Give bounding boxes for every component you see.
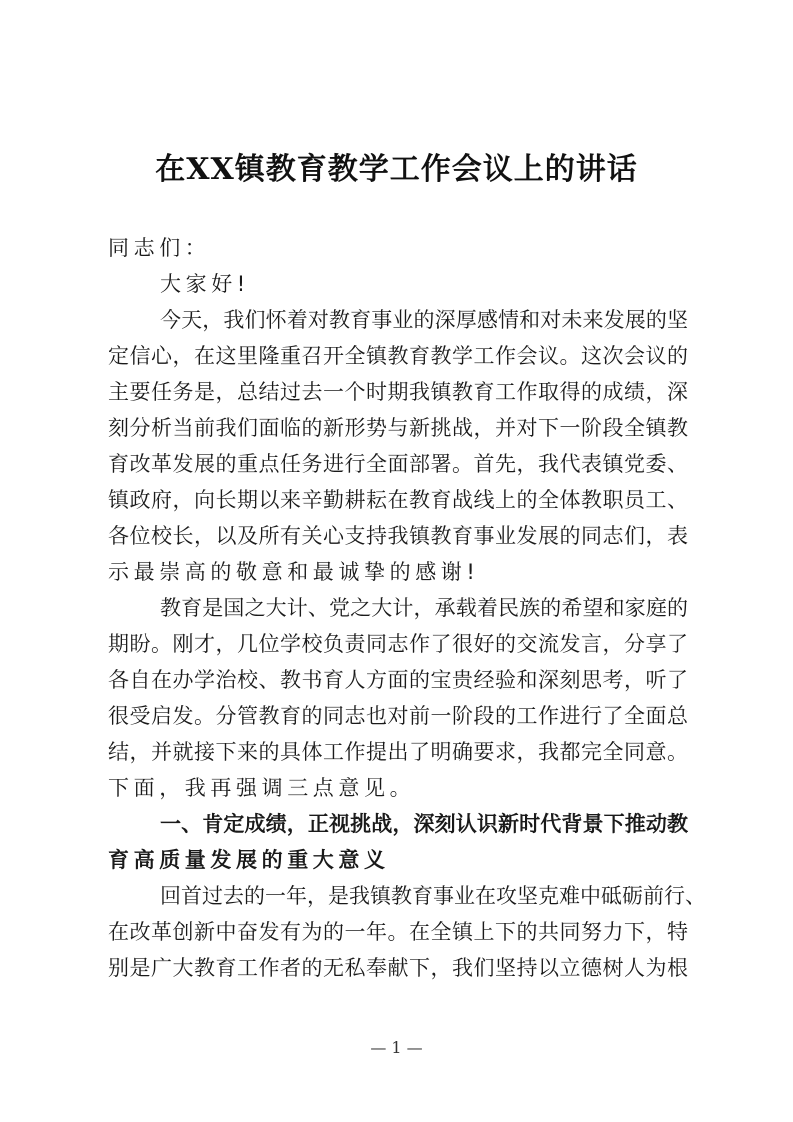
heading-line: 一 、 肯 定 成 绩 ， 正 视 挑 战 ， 深 刻 认 识 新 时 代 背 景 下 推 动 教 bbox=[160, 812, 688, 836]
text-line: 在 改 革 创 新 中 奋 发 有 为 的 一 年 。 在 全 镇 上 下 的 共 同 努 力 下 ， 特 bbox=[108, 920, 688, 944]
text-line: 镇 政 府 ， 向 长 期 以 来 辛 勤 耕 耘 在 教 育 战 线 上 的 全 体 教 职 员 工 、 bbox=[108, 488, 688, 512]
text-line: 别 是 广 大 教 育 工 作 者 的 无 私 奉 献 下 ， 我 们 坚 持 以 立 德 树 人 为 根 bbox=[108, 956, 688, 980]
text-line: 主 要 任 务 是 ， 总 结 过 去 一 个 时 期 我 镇 教 育 工 作 取 得 的 成 绩 ， 深 bbox=[108, 380, 688, 404]
text-line: 各 自 在 办 学 治 校 、 教 书 育 人 方 面 的 宝 贵 经 验 和 深 刻 思 考 ， 听 了 bbox=[108, 668, 688, 692]
paragraph-2 bbox=[108, 590, 688, 806]
text-line: 今 天 ， 我 们 怀 着 对 教 育 事 业 的 深 厚 感 情 和 对 未 来 发 展 的 坚 bbox=[160, 308, 688, 332]
text-line: 定 信 心 ， 在 这 里 隆 重 召 开 全 镇 教 育 教 学 工 作 会 议 。 这 次 会 议 的 bbox=[108, 344, 688, 368]
greeting: 大家好! bbox=[160, 272, 250, 296]
document-body bbox=[108, 230, 706, 986]
text-line: 刻 分 析 当 前 我 们 面 临 的 新 形 势 与 新 挑 战 ， 并 对 下 一 阶 段 全 镇 教 bbox=[108, 416, 688, 440]
heading-line: 育高质量发展的重大意义 bbox=[108, 848, 390, 872]
text-line: 回 首 过 去 的 一 年 ， 是 我 镇 教 育 事 业 在 攻 坚 克 难 中 砥 砺 前 行 、 bbox=[160, 884, 706, 908]
text-line: 下面，我再强调三点意见。 bbox=[108, 776, 416, 800]
text-line: 育 改 革 发 展 的 重 点 任 务 进 行 全 面 部 署 。 首 先 ， 我 代 表 镇 党 委 、 bbox=[108, 452, 688, 476]
text-line: 期 盼 。 刚 才 ， 几 位 学 校 负 责 同 志 作 了 很 好 的 交 流 发 言 ， 分 享 了 bbox=[108, 632, 688, 656]
text-line: 结 ， 并 就 接 下 来 的 具 体 工 作 提 出 了 明 确 要 求 ， 我 都 完 全 同 意 。 bbox=[108, 740, 688, 764]
salutation: 同志们： bbox=[108, 236, 211, 260]
paragraph-1 bbox=[108, 302, 688, 590]
document-title: 在XX镇教育教学工作会议上的讲话 bbox=[155, 152, 638, 187]
page-number: — 1 — bbox=[370, 1038, 423, 1057]
paragraph-3 bbox=[108, 878, 706, 986]
text-line: 很 受 启 发 。 分 管 教 育 的 同 志 也 对 前 一 阶 段 的 工 作 进 行 了 全 面 总 bbox=[108, 704, 688, 728]
text-line: 各 位 校 长 ， 以 及 所 有 关 心 支 持 我 镇 教 育 事 业 发 展 的 同 志 们 ， 表 bbox=[108, 524, 688, 548]
text-line: 示最崇高的敬意和最诚挚的感谢! bbox=[108, 560, 480, 584]
text-line: 教 育 是 国 之 大 计 、 党 之 大 计 ， 承 载 着 民 族 的 希 望 和 家 庭 的 bbox=[160, 596, 688, 620]
section-heading-1 bbox=[108, 806, 688, 878]
